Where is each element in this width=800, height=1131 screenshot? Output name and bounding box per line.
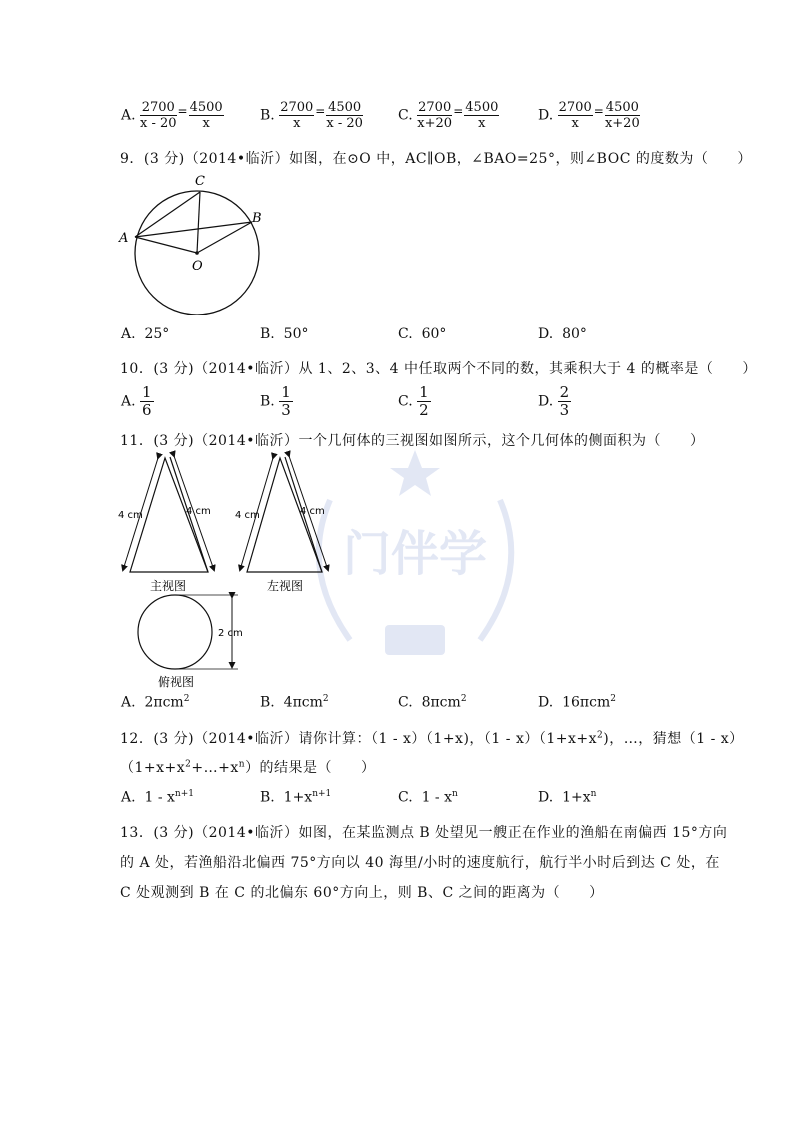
stem-sup: n xyxy=(238,759,246,770)
option-text: 1 - x xyxy=(144,789,175,806)
stem-text: ）的结果是（ ） xyxy=(245,760,376,776)
option-letter: A. xyxy=(121,789,136,806)
q12-stem-line2 xyxy=(120,757,376,777)
q8-option-a xyxy=(121,100,224,131)
watermark-text: 门伴学 xyxy=(342,526,488,582)
option-text: 4πcm xyxy=(283,694,323,711)
option-sup: n xyxy=(590,789,597,799)
denominator: x - 20 xyxy=(140,116,177,131)
option-letter: A. xyxy=(121,393,136,410)
option-text: 1+x xyxy=(283,789,313,806)
option-text: 50° xyxy=(283,326,309,342)
stem-sup: 2 xyxy=(185,759,192,770)
option-sup: 2 xyxy=(183,694,190,704)
stem-text: （1+x+x xyxy=(120,760,186,776)
option-letter: D. xyxy=(538,789,554,806)
numerator: 4500 xyxy=(328,100,362,115)
side-right-dim: 4 cm xyxy=(300,506,325,517)
numerator: 2700 xyxy=(141,100,175,115)
option-letter: A. xyxy=(121,694,136,711)
denominator: 6 xyxy=(142,401,152,419)
stem-text: +…+x xyxy=(191,760,239,776)
q10-stem: 10．(3 分)（2014•临沂）从 1、2、3、4 中任取两个不同的数，其乘积大于 4 的概率是（ ） xyxy=(120,361,757,377)
option-letter: A. xyxy=(121,326,136,342)
fraction xyxy=(140,384,154,419)
q9-stem: 9．(3 分)（2014•临沂）如图，在⊙O 中，AC∥OB，∠BAO=25°，则∠BOC 的度数为（ ） xyxy=(120,151,752,167)
top-view-circle xyxy=(138,595,243,689)
denominator: x+20 xyxy=(604,116,640,131)
point-b-label: B xyxy=(252,211,262,226)
numerator: 2 xyxy=(559,383,570,401)
q13-stem-line2: 的 A 处，若渔船沿北偏西 75°方向以 40 海里/小时的速度航行，航行半小时后到达 C 处，在 xyxy=(120,855,720,871)
equals-sign: = xyxy=(315,103,326,118)
option-text: 25° xyxy=(144,326,170,342)
option-text: 8πcm xyxy=(421,694,461,711)
q13-stem-line3: C 处观测到 B 在 C 的北偏东 60°方向上，则 B、C 之间的距离为（ ） xyxy=(120,885,604,901)
fraction-left xyxy=(558,100,593,131)
q10-option-a xyxy=(121,384,154,419)
main-view-triangle xyxy=(118,456,214,593)
q10-option-d xyxy=(538,384,571,419)
point-o-label: O xyxy=(192,259,203,274)
option-letter: D. xyxy=(538,107,554,124)
q11-option-b xyxy=(260,694,329,711)
q9-circle-figure xyxy=(115,170,275,315)
denominator: x+20 xyxy=(417,116,453,131)
q10-option-b xyxy=(260,384,293,419)
option-letter: C. xyxy=(398,107,413,124)
q13-stem-line1: 13．(3 分)（2014•临沂）如图，在某监测点 B 处望见一艘正在作业的渔船在南偏西 15°方向 xyxy=(120,825,728,841)
option-sup: 2 xyxy=(460,694,467,704)
equals-sign: = xyxy=(593,103,604,118)
option-letter: C. xyxy=(398,789,413,806)
option-letter: B. xyxy=(260,326,275,342)
option-letter: D. xyxy=(538,694,554,711)
option-text: 1 - x xyxy=(421,789,453,806)
option-letter: C. xyxy=(398,694,413,711)
side-view-caption: 左视图 xyxy=(267,579,304,593)
q8-option-d xyxy=(538,100,640,131)
option-text: 60° xyxy=(421,326,447,342)
main-left-dim: 4 cm xyxy=(118,510,143,521)
option-sup: n xyxy=(452,789,458,799)
q8-option-b xyxy=(260,100,363,131)
option-letter: C. xyxy=(398,393,413,410)
fraction xyxy=(279,384,293,419)
q11-option-a xyxy=(121,694,189,711)
fraction-right xyxy=(464,100,499,131)
fraction-left xyxy=(279,100,314,131)
point-a-label: A xyxy=(119,231,129,246)
stem-text: )，…，猜想（1 - x） xyxy=(603,731,744,747)
numerator: 2700 xyxy=(558,100,592,115)
q11-stem: 11．(3 分)（2014•临沂）一个几何体的三视图如图所示，这个几何体的侧面积为（ ） xyxy=(120,433,705,449)
equals-sign: = xyxy=(177,103,188,118)
q12-option-a xyxy=(121,789,194,806)
option-letter: B. xyxy=(260,694,275,711)
fraction-right xyxy=(605,100,640,131)
numerator: 1 xyxy=(281,383,291,401)
option-sup: 2 xyxy=(322,694,329,704)
numerator: 2700 xyxy=(418,100,452,115)
main-right-dim: 4 cm xyxy=(186,506,211,517)
fraction-right xyxy=(326,100,363,131)
option-sup: n+1 xyxy=(312,789,332,799)
q12-option-d xyxy=(538,789,596,806)
q12-option-c xyxy=(398,789,458,806)
q8-option-c xyxy=(398,100,499,131)
top-dim: 2 cm xyxy=(218,628,243,639)
option-letter: D. xyxy=(538,326,554,342)
fraction-right xyxy=(189,100,224,131)
q11-option-d xyxy=(538,694,616,711)
denominator: 2 xyxy=(419,401,429,419)
option-letter: A. xyxy=(121,107,136,124)
denominator: x - 20 xyxy=(326,116,363,131)
point-c-label: C xyxy=(195,174,205,189)
option-sup: n+1 xyxy=(174,789,194,799)
option-letter: D. xyxy=(538,393,554,410)
option-letter: C. xyxy=(398,326,413,342)
main-view-caption: 主视图 xyxy=(150,579,187,593)
fraction-left xyxy=(417,100,452,131)
denominator: x xyxy=(202,116,210,131)
option-letter: B. xyxy=(260,107,275,124)
numerator: 4500 xyxy=(189,100,223,115)
denominator: 3 xyxy=(559,401,570,419)
fraction xyxy=(417,384,431,419)
denominator: x xyxy=(571,116,579,131)
q9-option-c xyxy=(398,326,446,342)
q11-three-views-figure xyxy=(110,450,450,690)
denominator: x xyxy=(478,116,486,131)
top-view-caption: 俯视图 xyxy=(158,675,195,689)
option-text: 16πcm xyxy=(562,694,611,711)
denominator: x xyxy=(293,116,301,131)
numerator: 4500 xyxy=(465,100,499,115)
side-left-dim: 4 cm xyxy=(235,510,260,521)
numerator: 1 xyxy=(142,383,152,401)
q9-option-d xyxy=(538,326,587,342)
option-letter: B. xyxy=(260,393,275,410)
stem-text: 12．(3 分)（2014•临沂）请你计算：（1 - x）（1+x)，（1 - x）（1+x+x xyxy=(120,731,598,747)
q9-option-b xyxy=(260,326,308,342)
numerator: 4500 xyxy=(605,100,639,115)
q9-option-a xyxy=(121,326,169,342)
option-letter: B. xyxy=(260,789,275,806)
option-text: 2πcm xyxy=(144,694,184,711)
stem-sup: 2 xyxy=(597,730,604,741)
side-view-triangle xyxy=(235,456,328,593)
option-text: 80° xyxy=(562,326,587,342)
q11-option-c xyxy=(398,694,467,711)
q12-option-b xyxy=(260,789,331,806)
fraction-left xyxy=(140,100,177,131)
equals-sign: = xyxy=(453,103,464,118)
numerator: 1 xyxy=(419,383,429,401)
numerator: 2700 xyxy=(280,100,314,115)
q10-option-c xyxy=(398,384,431,419)
q12-stem-line1 xyxy=(120,728,744,748)
fraction xyxy=(558,384,572,419)
denominator: 3 xyxy=(281,401,291,419)
option-text: 1+x xyxy=(562,789,591,806)
option-sup: 2 xyxy=(610,694,616,704)
